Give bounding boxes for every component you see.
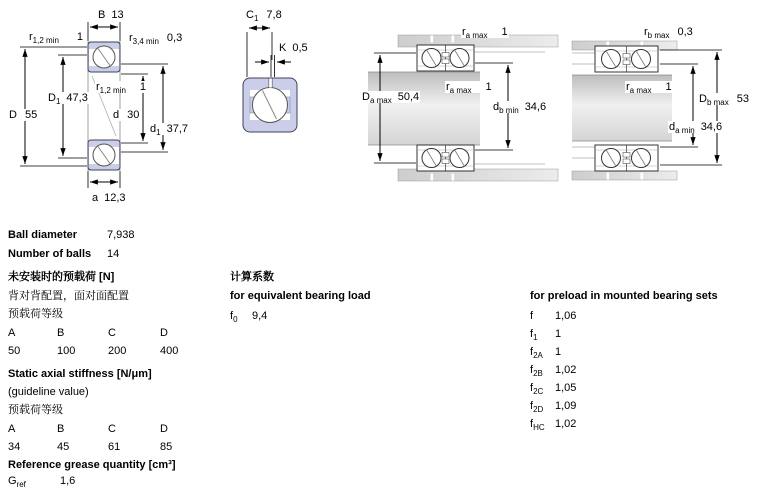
- symbol-sub: 2D: [533, 405, 544, 414]
- dim-base: D: [699, 93, 707, 105]
- dim-base: r: [129, 32, 133, 44]
- symbol-sub: 1: [533, 333, 538, 342]
- dim-label-B: [97, 9, 125, 21]
- dim-label-C1: [245, 9, 283, 21]
- factor-value: 1,06: [555, 310, 577, 322]
- stiffness-class-label: 预载荷等级: [8, 404, 63, 416]
- dim-value: 50,4: [397, 91, 420, 103]
- dim-label-D1: [47, 92, 89, 104]
- dim-base: r: [446, 81, 450, 93]
- preload-header-A: A: [8, 327, 16, 339]
- factor-value: 1: [555, 346, 562, 358]
- symbol-base: f: [530, 400, 534, 412]
- symbol-base: f: [530, 382, 534, 394]
- dim-sub: b max: [647, 31, 670, 40]
- dim-value: 47,3: [66, 92, 88, 104]
- symbol-sub: 2C: [533, 387, 544, 396]
- calc-factors-subtitle: for equivalent bearing load: [230, 290, 371, 302]
- dim-base: B: [98, 9, 106, 21]
- factor-value: 1,05: [555, 382, 577, 394]
- symbol-base: f: [530, 418, 534, 430]
- dim-label-da-min: [668, 121, 723, 133]
- factor-value: 1,09: [555, 400, 577, 412]
- preload-value-D: 400: [160, 345, 179, 357]
- symbol-sub: 2B: [533, 369, 543, 378]
- dim-label-Db-max: [698, 93, 750, 105]
- spec-ball-diameter: [8, 229, 135, 242]
- stiffness-header-A: A: [8, 423, 16, 435]
- dim-value: 55: [24, 109, 38, 121]
- dim-base: d: [150, 123, 157, 135]
- factor-row-f: [530, 310, 576, 323]
- symbol-base: f: [530, 328, 534, 340]
- factor-symbol: [530, 418, 555, 431]
- dim-sub: 1: [253, 14, 259, 23]
- dim-sub: a max: [369, 96, 392, 105]
- dim-label-ra-max-top: [461, 26, 509, 38]
- preload-value-A: 50: [8, 345, 21, 357]
- dim-label-rb-max: [643, 26, 694, 38]
- dim-base: D: [9, 109, 17, 121]
- spec-number-of-balls-label: Number of balls: [8, 248, 92, 260]
- factor-symbol: [530, 346, 555, 359]
- stiffness-value-D: 85: [160, 441, 173, 453]
- dim-value: 34,6: [524, 101, 547, 113]
- factor-row-f2B: [530, 364, 576, 377]
- dim-base: r: [626, 81, 630, 93]
- factor-value: 9,4: [252, 310, 268, 322]
- dim-sub: 1,2 min: [32, 36, 59, 45]
- dim-value: 0,3: [677, 26, 693, 38]
- factor-symbol: [530, 328, 555, 341]
- dim-value: 1: [139, 81, 147, 93]
- stiffness-note: (guideline value): [8, 386, 89, 398]
- factor-row-f2D: [530, 400, 576, 413]
- dim-label-K: [278, 42, 309, 54]
- symbol-sub: HC: [533, 423, 545, 432]
- dim-value: 1: [665, 81, 672, 93]
- factor-row-f1: [530, 328, 561, 341]
- stiffness-value-C: 61: [108, 441, 121, 453]
- dim-sub: a max: [449, 86, 472, 95]
- dim-value: 37,7: [166, 123, 188, 135]
- dim-sub: 1: [55, 97, 61, 106]
- symbol-sub: 2A: [533, 351, 543, 360]
- symbol-sub: 0: [233, 315, 238, 324]
- dim-value: 0,3: [166, 32, 183, 44]
- dim-base: r: [29, 31, 33, 43]
- dim-value: 34,6: [700, 121, 723, 133]
- dim-label-r34: [128, 32, 183, 44]
- symbol-base: f: [530, 310, 534, 322]
- preload-unmounted-title: 未安装时的预载荷 [N]: [8, 271, 115, 283]
- stiffness-header-B: B: [57, 423, 65, 435]
- preload-header-B: B: [57, 327, 65, 339]
- dim-label-D: [8, 109, 38, 121]
- factor-symbol: [530, 400, 555, 413]
- dim-base: d: [669, 121, 676, 133]
- spec-ball-diameter-value: 7,938: [107, 229, 135, 241]
- dim-base: d: [113, 109, 120, 121]
- grease-title: Reference grease quantity [cm³]: [8, 459, 176, 471]
- dim-sub: a max: [465, 31, 488, 40]
- dim-base: a: [92, 192, 99, 204]
- stiffness-title: Static axial stiffness [N/μm]: [8, 368, 152, 380]
- preload-arrangement: 背对背配置，面对面配置: [8, 290, 129, 302]
- dim-value: 1: [485, 81, 492, 93]
- factor-value: 1,02: [555, 364, 577, 376]
- dim-base: D: [48, 92, 56, 104]
- symbol-base: f: [230, 310, 234, 322]
- stiffness-header-D: D: [160, 423, 168, 435]
- stiffness-header-C: C: [108, 423, 116, 435]
- dim-base: D: [362, 91, 370, 103]
- dim-base: r: [96, 81, 100, 93]
- symbol-base: f: [530, 364, 534, 376]
- factor-symbol: [230, 310, 252, 323]
- dim-base: K: [279, 42, 287, 54]
- preload-value-B: 100: [57, 345, 76, 357]
- dim-label-d: [112, 109, 140, 121]
- dim-label-d1: [149, 123, 189, 135]
- drawing-front-view-body: [88, 42, 120, 170]
- grease-gref-symbol: [8, 475, 60, 488]
- factor-row-f2A: [530, 346, 561, 359]
- dim-sub: b min: [499, 106, 519, 115]
- symbol-base: G: [8, 475, 17, 487]
- factor-row-f0: [230, 310, 267, 323]
- dim-label-r12-top: [28, 31, 84, 43]
- stiffness-value-A: 34: [8, 441, 21, 453]
- dim-value: 7,8: [266, 9, 282, 21]
- dim-value: 1: [501, 26, 508, 38]
- spec-number-of-balls: [8, 248, 119, 261]
- drawing-section-body: [243, 78, 297, 132]
- factor-symbol: [530, 382, 555, 395]
- dim-label-ra-max-4: [625, 81, 673, 93]
- drawing-mounted-housing: [572, 41, 677, 180]
- dim-base: C: [246, 9, 254, 21]
- spec-ball-diameter-label: Ball diameter: [8, 229, 78, 241]
- symbol-sub: ref: [16, 480, 26, 489]
- stiffness-value-B: 45: [57, 441, 70, 453]
- preload-class-label: 预载荷等级: [8, 308, 63, 320]
- dim-label-db-min: [492, 101, 547, 113]
- dim-base: d: [493, 101, 500, 113]
- dim-sub: 3,4 min: [132, 37, 159, 46]
- symbol-base: f: [530, 346, 534, 358]
- dim-value: 53: [736, 93, 749, 105]
- dim-sub: b max: [706, 98, 729, 107]
- calc-factors-title: 计算系数: [230, 271, 274, 283]
- factor-symbol: [530, 310, 555, 323]
- dim-label-Da-max: [361, 91, 420, 103]
- spec-number-of-balls-value: 14: [107, 248, 120, 260]
- dim-label-a: [91, 192, 127, 204]
- preload-factors-title: for preload in mounted bearing sets: [530, 290, 718, 302]
- dim-value: 30: [127, 109, 140, 121]
- dim-value: 0,5: [292, 42, 308, 54]
- preload-value-C: 200: [108, 345, 127, 357]
- factor-value: 1,02: [555, 418, 577, 430]
- factor-value: 1: [555, 328, 562, 340]
- preload-header-D: D: [160, 327, 168, 339]
- dim-value: 1: [76, 31, 84, 43]
- preload-header-C: C: [108, 327, 116, 339]
- dim-base: r: [462, 26, 466, 38]
- dim-label-r12-mid: [95, 81, 147, 93]
- dim-label-ra-max-mid: [445, 81, 493, 93]
- dim-sub: 1,2 min: [99, 86, 126, 95]
- dim-sub: a min: [675, 126, 695, 135]
- dim-sub: a max: [629, 86, 652, 95]
- factor-row-fHC: [530, 418, 576, 431]
- grease-gref-row: [8, 475, 75, 488]
- dim-value: 12,3: [104, 192, 126, 204]
- grease-gref-value: 1,6: [60, 475, 76, 487]
- dim-sub: 1: [156, 128, 161, 137]
- factor-row-f2C: [530, 382, 576, 395]
- factor-symbol: [530, 364, 555, 377]
- dim-base: r: [644, 26, 648, 38]
- dim-value: 13: [111, 9, 124, 21]
